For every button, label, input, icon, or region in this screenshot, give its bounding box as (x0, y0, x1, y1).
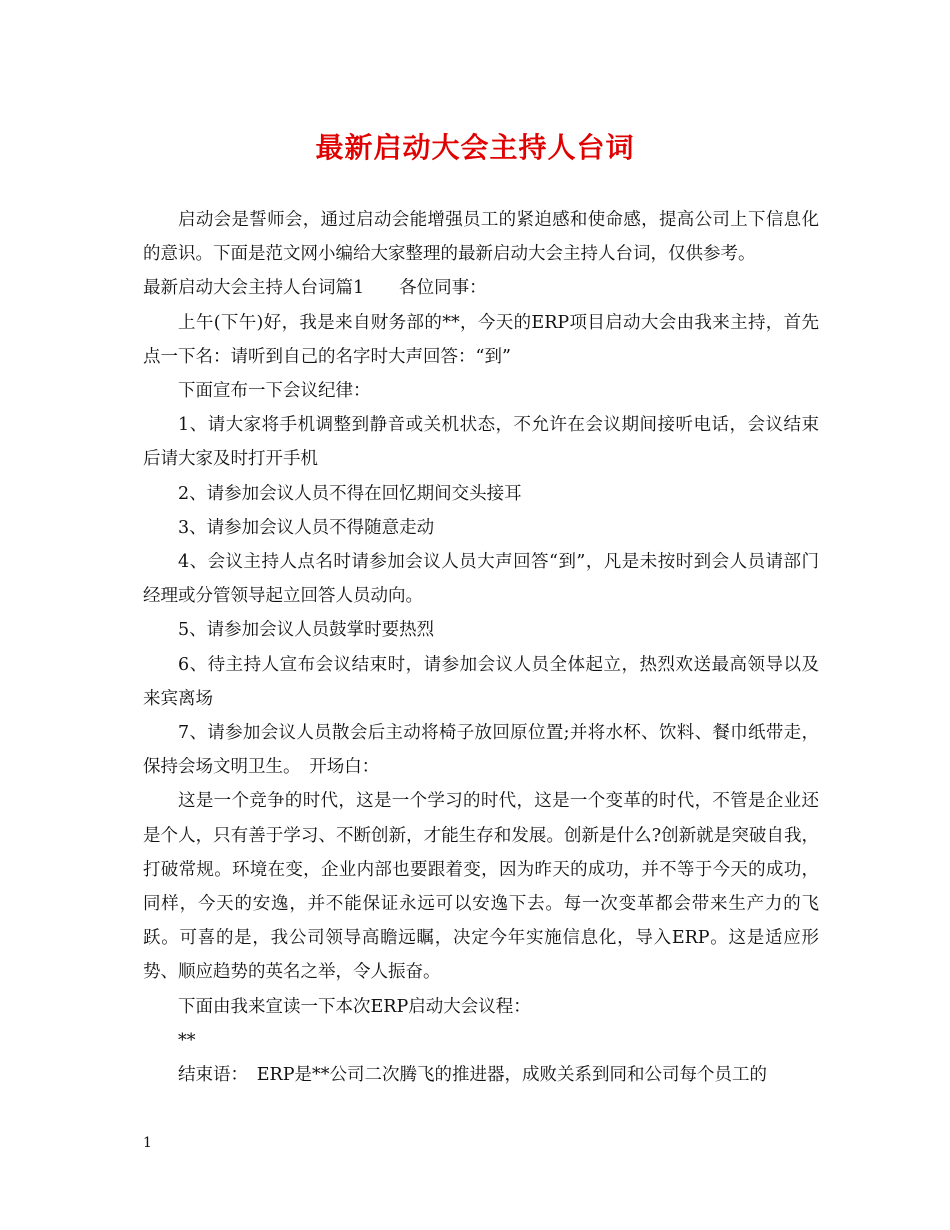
paragraph: 下面宣布一下会议纪律： (178, 381, 371, 402)
paragraph: 启动会是誓师会，通过启动会能增强员工的紧迫感和使命感，提高公司上下信息化的意识。下面是范文网小编给大家整理的最新启动大会主持人台词，仅供参考。 (143, 210, 819, 265)
list-item: 1、请大家将手机调整到静音或关机状态，不允许在会议期间接听电话，会议结束后请大家及时打开手机 (143, 415, 819, 470)
paragraph: 这是一个竞争的时代，这是一个学习的时代，这是一个变革的时代，不管是企业还是个人，只有善于学习、不断创新，才能生存和发展。创新是什么?创新就是突破自我，打破常规。环境在变，企业内部也要跟着变，因为昨天的成功，并不等于今天的成功，同样，今天的安逸，并不能保证永远可以安逸下去。每一次变革都会带来生产力的飞跃。可喜的是，我公司领导高瞻远瞩，决定今年实施信息化，导入ERP。这是适应形势、顺应趋势的英名之举，令人振奋。 (143, 791, 819, 983)
document-body (143, 203, 819, 1092)
list-item: 3、请参加会议人员不得随意走动 (178, 517, 435, 538)
paragraph: 结束语： ERP是**公司二次腾飞的推进器，成败关系到同和公司每个员工的 (178, 1065, 767, 1086)
list-item: 2、请参加会议人员不得在回忆期间交头接耳 (178, 483, 522, 504)
paragraph: 上午(下午)好，我是来自财务部的**，今天的ERP项目启动大会由我来主持，首先点一下名：请听到自己的名字时大声回答：“到” (143, 312, 819, 367)
paragraph: 最新启动大会主持人台词篇1 各位同事： (143, 278, 487, 299)
list-item: 5、请参加会议人员鼓掌时要热烈 (178, 620, 435, 641)
list-item: 7、请参加会议人员散会后主动将椅子放回原位置;并将水杯、饮料、餐巾纸带走，保持会场文明卫生。 开场白： (143, 723, 819, 778)
document-title: 最新启动大会主持人台词 (315, 131, 635, 164)
paragraph: 下面由我来宣读一下本次ERP启动大会议程： (178, 996, 531, 1017)
page-number: 1 (143, 1135, 152, 1151)
paragraph: ** (178, 1030, 196, 1051)
list-item: 6、待主持人宣布会议结束时，请参加会议人员全体起立，热烈欢送最高领导以及来宾离场 (143, 654, 819, 709)
list-item: 4、会议主持人点名时请参加会议人员大声回答“到”，凡是未按时到会人员请部门经理或分管领导起立回答人员动向。 (143, 552, 819, 607)
